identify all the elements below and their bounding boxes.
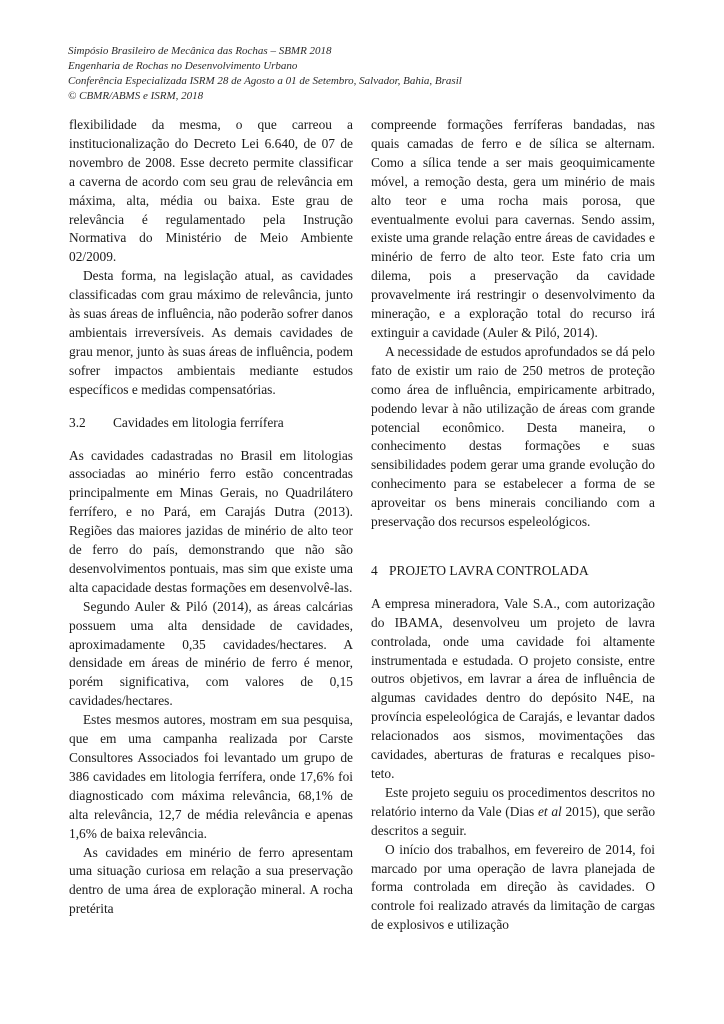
section-heading-4: [371, 562, 655, 581]
header-line-1: Simpósio Brasileiro de Mecânica das Rochas – SBMR 2018: [68, 45, 332, 57]
paragraph: Segundo Auler & Piló (2014), as áreas calcárias possuem uma alta densidade de cavidades, aproximadamente 0,35 cavidades/hectares. A densidade em áreas de minério de ferro é menor, porém significativa, com valores de 0,15 cavidades/hectares.: [69, 598, 353, 709]
paragraph: A empresa mineradora, Vale S.A., com autorização do IBAMA, desenvolveu um projeto de lavra controlada, onde uma cavidade foi altamente instrumentada e estudada. O projeto consiste, entre outros objetivos, em lavrar a área de influência de algumas cavidades dentro do depósito N4E, na província espeleológica de Carajás, e levantar dados relacionados aos sismos, movimentações das cavidades, aberturas de fraturas e recalques piso-teto.: [371, 595, 655, 781]
paragraph: A necessidade de estudos aprofundados se dá pelo fato de existir um raio de 250 metros de proteção como área de influência, empiricamente arbitrado, podendo levar à não utilização de áreas com grande potencial econômico. Desta maneira, o conhecimento destas formações e suas sensibilidades podem gerar uma grande evolução do conhecimento para se estabelecer a forma de se aproveitar os bens minerais conciliando com a preservação dos recursos espeleológicos.: [371, 343, 655, 530]
paragraph: Desta forma, na legislação atual, as cavidades classificadas com grau máximo de relevância, junto às suas áreas de influência, não poderão sofrer danos ambientais irreversíveis. As demais cavidades de grau menor, junto às suas áreas de influência, podem sofrer impactos ambientais mediante estudos específicos e medidas compensatórias.: [69, 268, 353, 397]
text-run: 2015), que serão descritos a seguir.: [371, 803, 656, 838]
paragraph: Estes mesmos autores, mostram em sua pesquisa, que em uma campanha realizada por Carste Consultores Associados foi levantado um grupo de 386 cavidades em litologia ferrífera, onde 17,6% foi diagnosticado com máxima relevância, 68,1% de alta relevância, 12,7 de média relevância e apenas 1,6% de baixa relevância.: [69, 712, 353, 841]
paragraph: [371, 784, 655, 841]
section-number: 3.2: [69, 414, 86, 430]
section-number: 4: [371, 562, 378, 578]
text-run: Este projeto seguiu os procedimentos descritos no relatório interno da Vale (Dias: [371, 784, 655, 819]
header-line-3: Conferência Especializada ISRM 28 de Agosto a 01 de Setembro, Salvador, Bahia, Brasil: [68, 75, 462, 87]
paragraph: O início dos trabalhos, em fevereiro de 2014, foi marcado por uma operação de lavra planejada de forma controlada em direção às cavidades. O controle foi realizado através da limitação de cargas de explosivos e utilização: [371, 841, 655, 933]
section-heading-3-2: [69, 414, 353, 433]
left-column: [69, 116, 353, 919]
paragraph: compreende formações ferríferas bandadas, nas quais camadas de ferro e de sílica se alternam. Como a sílica tende a ser mais geoquimicamente móvel, a remoção desta, gera um minério de mais alto teor e uma rocha mais porosa, que eventualmente evolui para cavernas. Sendo assim, existe uma grande relação entre áreas de cavidades e minério de ferro de alto teor. Este fato cria um dilema, pois a preservação da cavidade provavelmente irá restringir o desenvolvimento da mineração, e a exploração total do recurso irá extinguir a cavidade (Auler & Piló, 2014).: [371, 117, 655, 340]
header-line-4: © CBMR/ABMS e ISRM, 2018: [68, 90, 204, 102]
text-run-italic: et al: [537, 803, 562, 819]
paragraph: As cavidades cadastradas no Brasil em litologias associadas ao minério ferro estão concentradas principalmente em Minas Gerais, no Quadrilátero ferrífero, e no Pará, em Carajás Dutra (2013). Regiões das maiores jazidas de minério de alto teor de ferro do país, demonstrando que não são desenvolvimentos pontuais, mas sim que existe uma alta capacidade destas formações em desenvolvê-las.: [69, 447, 353, 595]
running-header: [68, 44, 668, 104]
section-title: PROJETO LAVRA CONTROLADA: [389, 562, 589, 578]
paragraph: flexibilidade da mesma, o que carreou a institucionalização do Decreto Lei 6.640, de 07 de novembro de 2008. Esse decreto permite classificar a caverna de acordo com seu grau de relevância em máxima, alta, média ou baixa. Este grau de relevância é regulamentado pela Instrução Normativa do Ministério de Meio Ambiente 02/2009.: [69, 117, 353, 265]
header-line-2: Engenharia de Rochas no Desenvolvimento Urbano: [68, 60, 298, 72]
paragraph: As cavidades em minério de ferro apresentam uma situação curiosa em relação a sua preservação dentro de uma área de exploração mineral. A rocha pretérita: [69, 844, 353, 917]
section-title: Cavidades em litologia ferrífera: [113, 414, 284, 430]
right-column: [371, 116, 655, 935]
